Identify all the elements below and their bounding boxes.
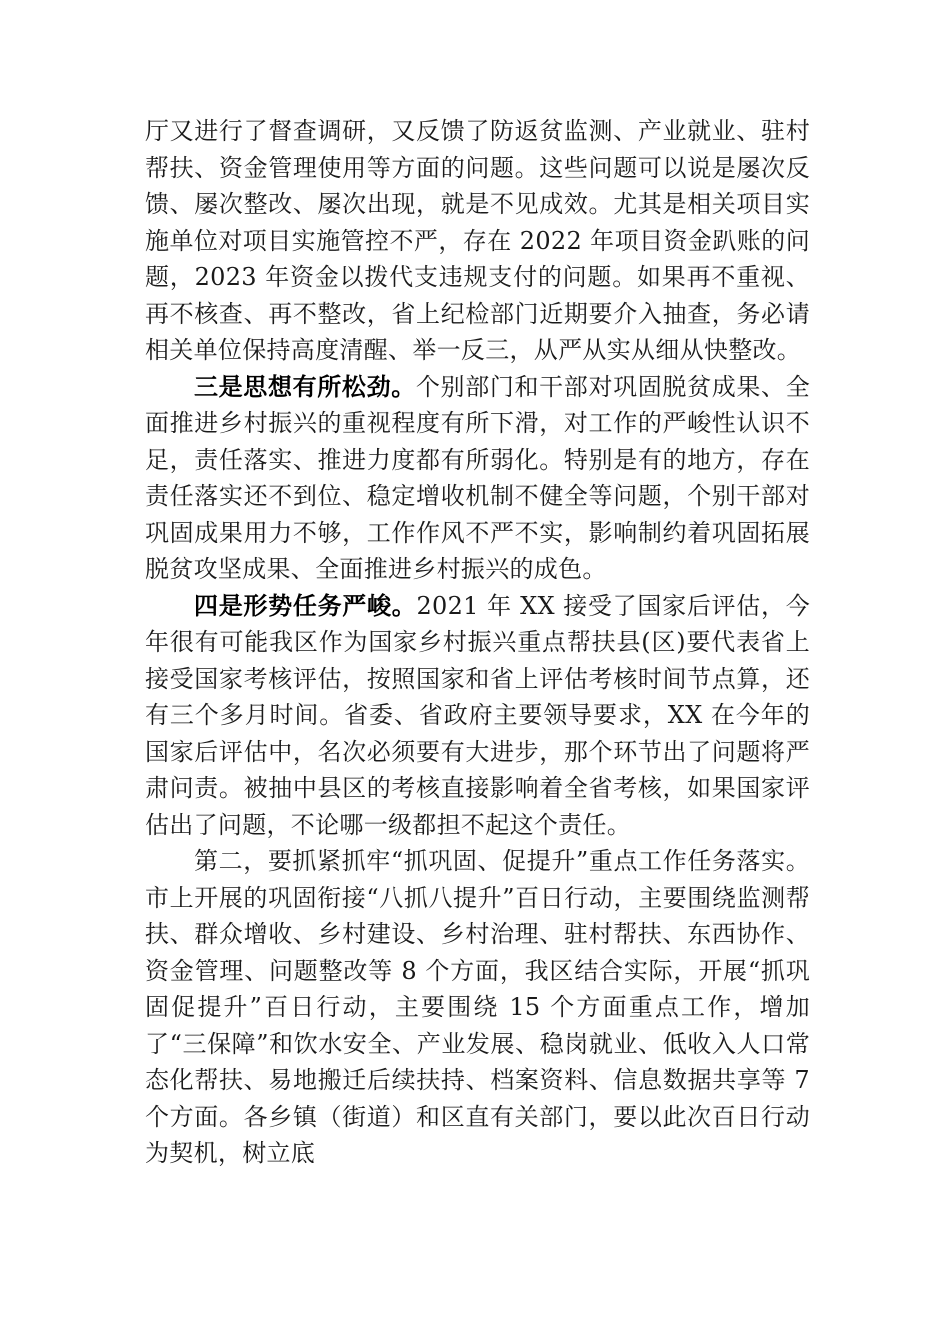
paragraph-4-text: 第二，要抓紧抓牢“抓巩固、促提升”重点工作任务落实。市上开展的巩固衔接“八抓八提升”百日行动，主要围绕监测帮扶、群众增收、乡村建设、乡村治理、驻村帮扶、东西协作、资金管理、问题整改等 8 个方面，我区结合实际，开展“抓巩固促提升”百日行动，主要围绕 15 个方面重点工作，增加了“三保障”和饮水安全、产业发展、稳岗就业、低收入人口常态化帮扶、易地搬迁后续扶持、档案资料、信息数据共享等 7 个方面。各乡镇（街道）和区直有关部门，要以此次百日行动为契机，树立底 xyxy=(145,847,810,1167)
paragraph-1-text: 厅又进行了督查调研，又反馈了防返贫监测、产业就业、驻村帮扶、资金管理使用等方面的问题。这些问题可以说是屡次反馈、屡次整改、屡次出现，就是不见成效。尤其是相关项目实施单位对项目实施管控不严，存在 2022 年项目资金趴账的问题，2023 年资金以拨代支违规支付的问题。如果再不重视、再不核查、再不整改，省上纪检部门近期要介入抽查，务必请相关单位保持高度清醒、举一反三，从严从实从细从快整改。 xyxy=(145,117,810,364)
paragraph-3-heading: 四是形势任务严峻。 xyxy=(194,590,417,620)
paragraph-4 xyxy=(145,843,810,1172)
paragraph-3-text: 2021 年 XX 接受了国家后评估，今年很有可能我区作为国家乡村振兴重点帮扶县(区)要代表省上接受国家考核评估，按照国家和省上评估考核时间节点算，还有三个多月时间。省委、省政府主要领导要求，XX 在今年的国家后评估中，名次必须要有大进步，那个环节出了问题将严肃问责。被抽中县区的考核直接影响着全省考核，如果国家评估出了问题，不论哪一级都担不起这个责任。 xyxy=(145,591,810,839)
paragraph-1 xyxy=(145,113,810,369)
paragraph-2-text: 个别部门和干部对巩固脱贫成果、全面推进乡村振兴的重视程度有所下滑，对工作的严峻性认识不足，责任落实、推进力度都有所弱化。特别是有的地方，存在责任落实还不到位、稳定增收机制不健全等问题，个别干部对巩固成果用力不够，工作作风不严不实，影响制约着巩固拓展脱贫攻坚成果、全面推进乡村振兴的成色。 xyxy=(145,372,810,583)
paragraph-2-heading: 三是思想有所松劲。 xyxy=(194,371,416,401)
paragraph-2 xyxy=(145,369,810,588)
paragraph-3 xyxy=(145,588,810,844)
document-body xyxy=(145,113,810,1172)
